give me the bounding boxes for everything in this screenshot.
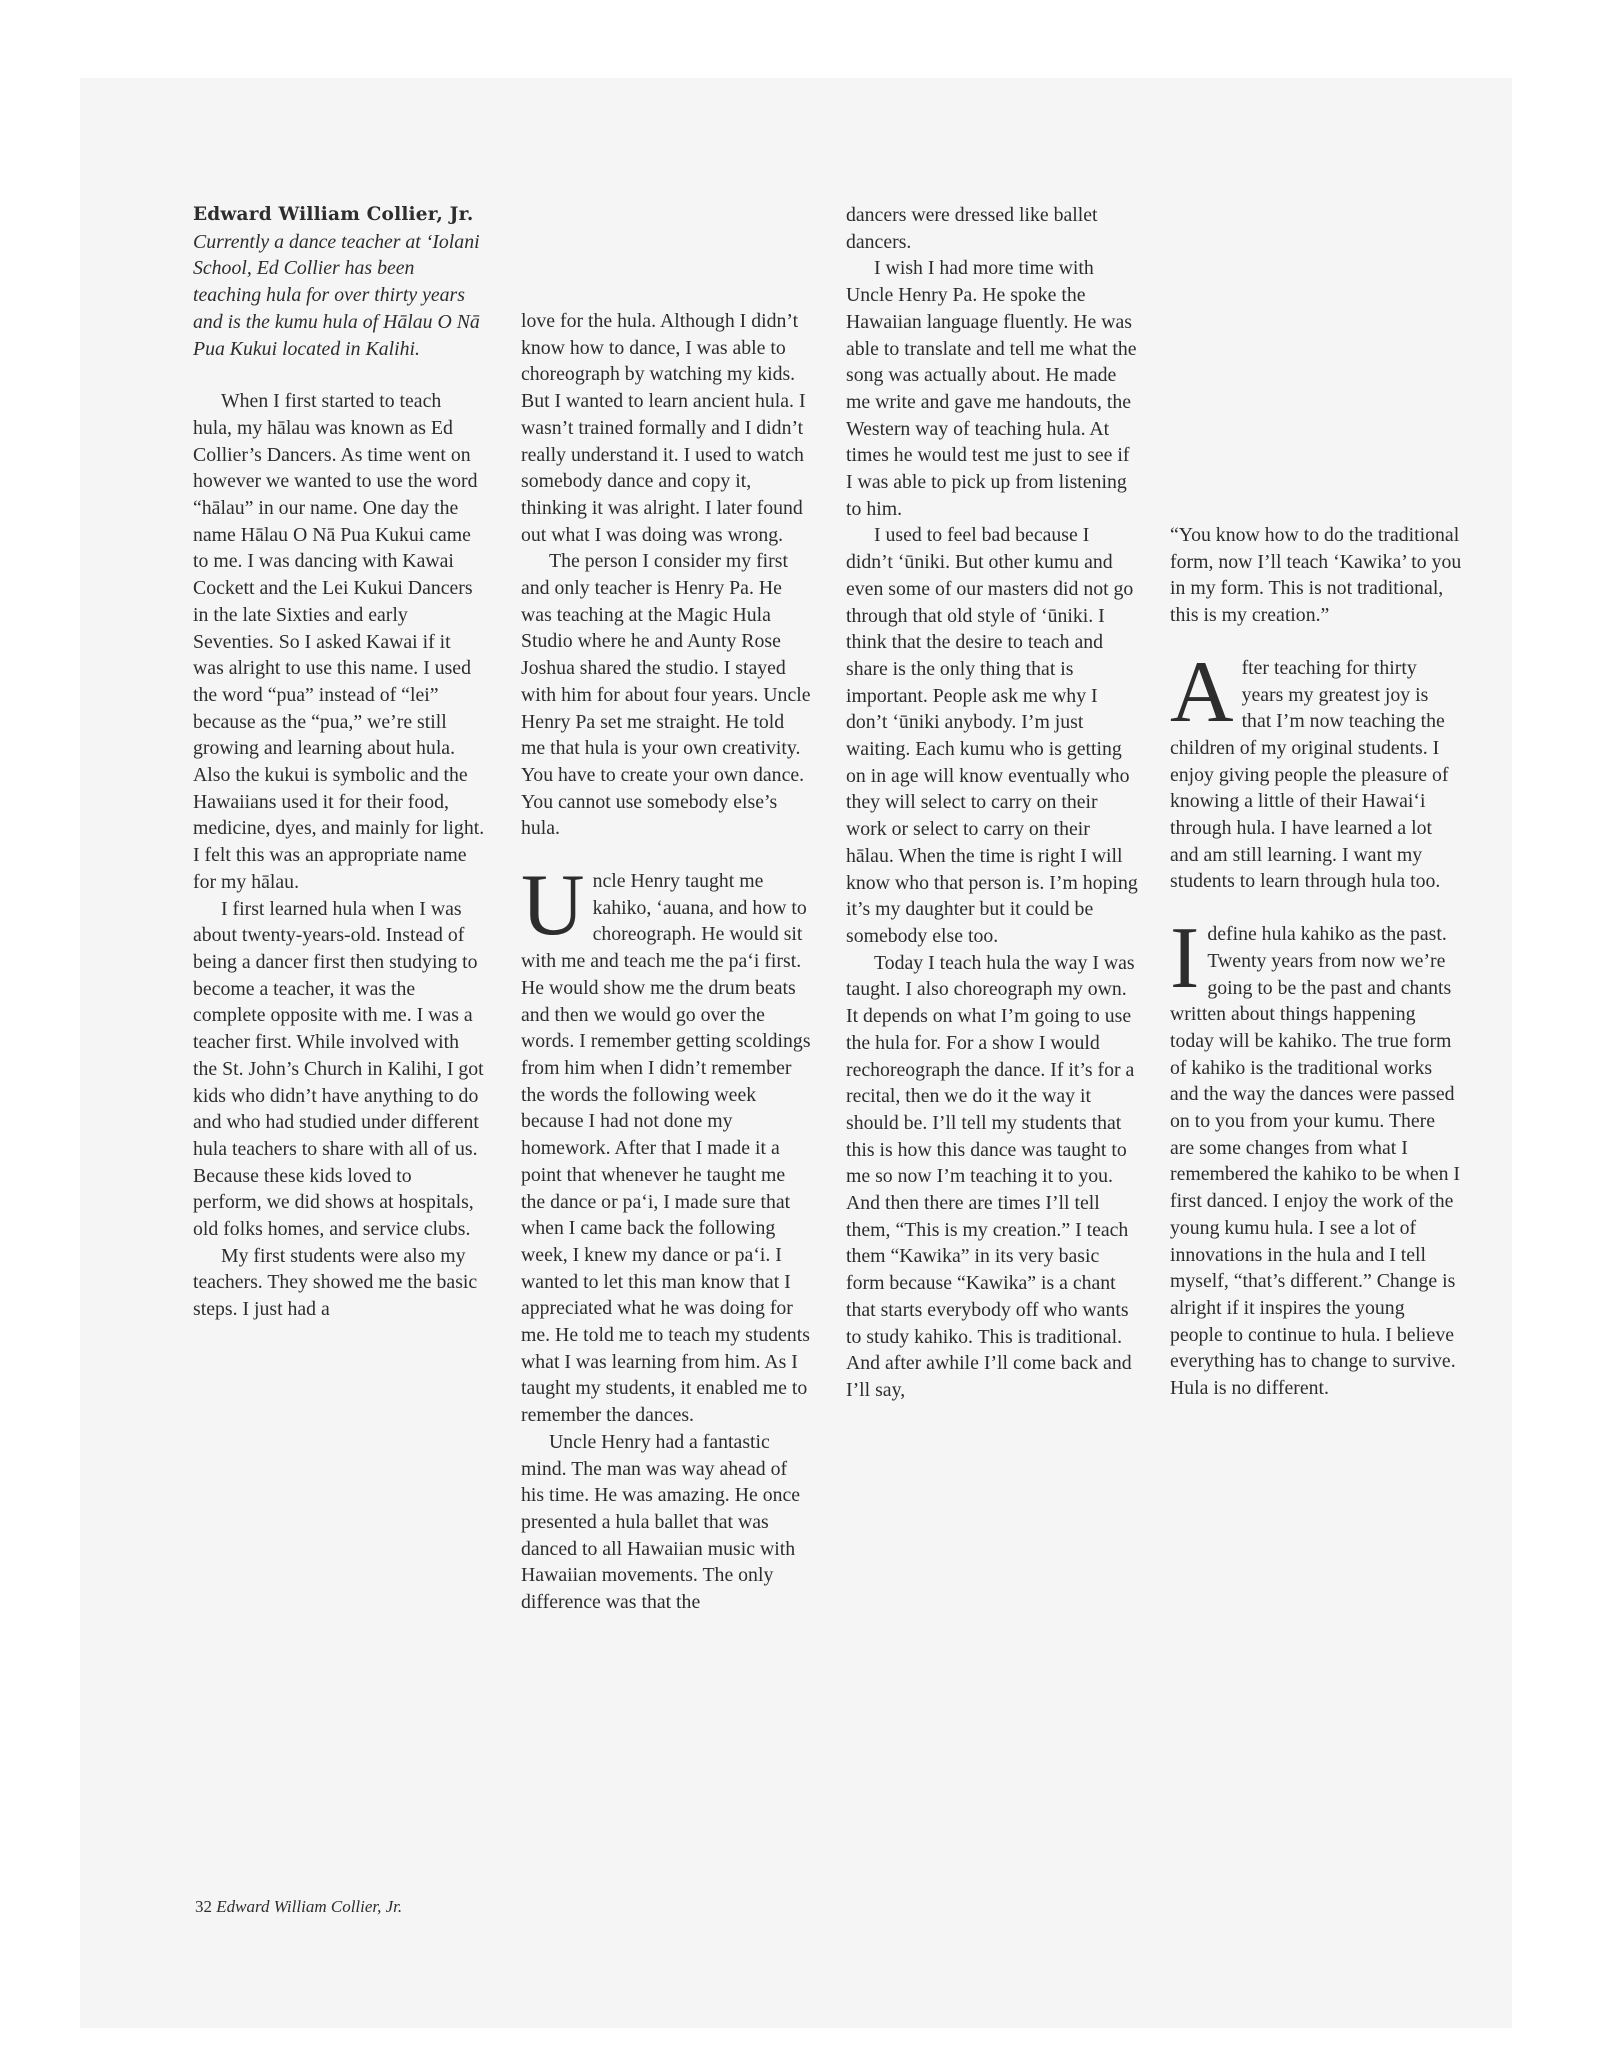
paragraph: I used to feel bad because I didn’t ‘ūniki. But other kumu and even some of our masters did not go through that old style of ‘ūniki. I think that the desire to teach and share is the only thing that is important. People ask me why I don’t ‘ūniki anybody. I’m just waiting. Each kumu who is getting on in age will know eventually who they will select to carry on their work or select to carry on their hālau. When the time is right I will know who that person is. I’m hoping it’s my daughter but it could be somebody else too. xyxy=(846,524,1138,947)
drop-cap: A xyxy=(1170,643,1234,741)
drop-cap: U xyxy=(521,857,585,955)
paragraph-text: ncle Henry taught me kahiko, ‘auana, and how to choreograph. He would sit with me and teach me the pa‘i first. He would show me the drum beats and then we would go over the words. I remember getting scoldings from him when I didn’t remember the words the following week because I had not done my homework. After that I made it a point that whenever he taught me the dance or pa‘i, I made sure that when I came back the following week, I knew my dance or pa‘i. I wanted to let this man know that I appreciated what he was doing for me. He told me to teach my students what I was learning from him. As I taught my students, it enabled me to remember the dances. xyxy=(521,870,811,1427)
running-title: Edward William Collier, Jr. xyxy=(216,1897,403,1916)
paragraph: I first learned hula when I was about twenty-years-old. Instead of being a dancer first then studying to become a teacher, it was the complete opposite with me. I was a teacher first. While involved with the St. John’s Church in Kalihi, I got kids who didn’t have anything to do and who had studied under different hula teachers to share with all of us. Because these kids loved to perform, we did shows at hospitals, old folks homes, and service clubs. xyxy=(193,897,484,1241)
paragraph: Today I teach hula the way I was taught. I also choreograph my own. It depends on what I’m going to use the hula for. For a show I would rechoreograph the dance. If it’s for a recital, then we do it the way it should be. I’ll tell my students that this is how this dance was taught to me so now I’m teaching it to you. And then there are times I’ll tell them, “This is my creation.” I teach them “Kawika” in its very basic form because “Kawika” is a chant that starts everybody off who wants to study kahiko. This is traditional. And after awhile I’ll come back and I’ll say, xyxy=(846,951,1135,1401)
paragraph: When I first started to teach hula, my hālau was known as Ed Collier’s Dancers. As time went on however we wanted to use the word “hālau” in our name. One day the name Hālau O Nā Pua Kukui came to me. I was dancing with Kawai Cockett and the Lei Kukui Dancers in the late Sixties and early Seventies. So I asked Kawai if it was alright to use this name. I used the word “pua” instead of “lei” because as the “pua,” we’re still growing and learning about hula. Also the kukui is symbolic and the Hawaiians used it for their food, medicine, dyes, and mainly for light. I felt this was an appropriate name for my hālau. xyxy=(193,390,485,893)
paragraph-text: define hula kahiko as the past. Twenty years from now we’re going to be the past and chants written about things happening today will be kahiko. The true form of kahiko is the traditional works and the way the dances were passed on to you from your kumu. There are some changes from what I remembered the kahiko to be when I first danced. I enjoy the work of the young kumu hula. I see a lot of innovations in the hula and I tell myself, “that’s different.” Change is alright if it inspires the young people to continue to hula. I believe everything has to change to survive. Hula is no different. xyxy=(1170,923,1461,1400)
paragraph: love for the hula. Although I didn’t know how to dance, I was able to choreograph by watching my kids. But I wanted to learn ancient hula. I wasn’t trained formally and I didn’t really understand it. I used to watch somebody dance and copy it, thinking it was alright. I later found out what I was doing was wrong. xyxy=(521,310,806,546)
page-number: 32 xyxy=(195,1897,212,1916)
dropcap-paragraph xyxy=(1170,643,1462,895)
paragraph: Uncle Henry had a fantastic mind. The man was way ahead of his time. He was amazing. He once presented a hula ballet that was danced to all Hawaiian music with Hawaiian movements. The only difference was that the xyxy=(521,1430,801,1614)
dropcap-paragraph xyxy=(1170,910,1462,1402)
drop-cap: I xyxy=(1170,910,1200,1008)
paragraph: I wish I had more time with Uncle Henry Pa. He spoke the Hawaiian language fluently. He was able to translate and tell me what the song was actually about. He made me write and gave me handouts, the Western way of teaching hula. At times he would test me just to see if I was able to pick up from listening to him. xyxy=(846,257,1137,520)
author-bio: Currently a dance teacher at ‘Iolani School, Ed Collier has been teaching hula for over thirty years and is the kumu hula of Hālau O Nā Pua Kukui located in Kalihi. xyxy=(193,230,480,360)
column-2 xyxy=(521,308,813,1616)
paragraph-text: fter teaching for thirty years my greatest joy is that I’m now teaching the children of my original students. I enjoy giving people the pleasure of knowing a little of their Hawai‘i through hula. I have learned a lot and am still learning. I want my students to learn through hula too. xyxy=(1170,656,1449,893)
paragraph: My first students were also my teachers. They showed me the basic steps. I just had a xyxy=(193,1244,478,1321)
article-title: Edward William Collier, Jr. xyxy=(193,204,474,225)
paragraph: The person I consider my first and only teacher is Henry Pa. He was teaching at the Magic Hula Studio where he and Aunty Rose Joshua shared the studio. I stayed with him for about four years. Uncle Henry Pa set me straight. He told me that hula is your own creativity. You have to create your own dance. You cannot use somebody else’s hula. xyxy=(521,550,811,840)
dropcap-paragraph xyxy=(521,857,813,1429)
paragraph: dancers were dressed like ballet dancers. xyxy=(846,204,1098,253)
paragraph: “You know how to do the traditional form, now I’ll teach ‘Kawika’ to you in my form. This is not traditional, this is my creation.” xyxy=(1170,524,1462,627)
page-footer xyxy=(195,1897,402,1917)
column-1 xyxy=(193,202,485,1323)
column-3 xyxy=(846,202,1138,1404)
column-4 xyxy=(1170,522,1462,1402)
